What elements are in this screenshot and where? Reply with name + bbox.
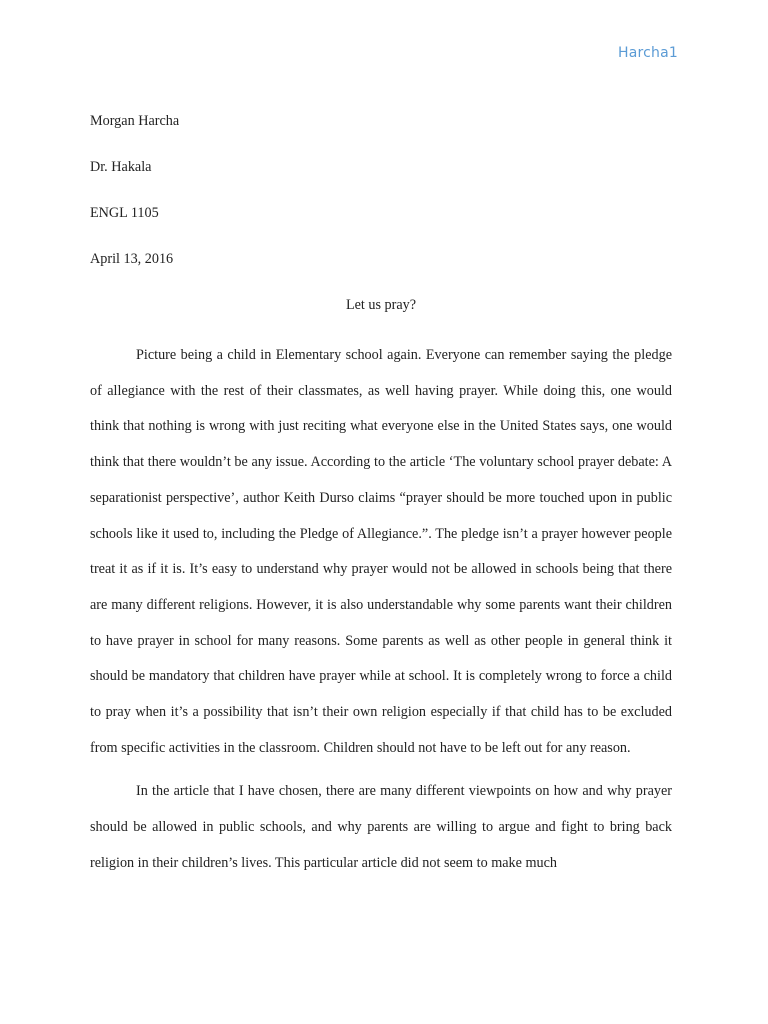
- essay-date: April 13, 2016: [90, 251, 174, 267]
- paragraph-1: Picture being a child in Elementary school again. Everyone can remember saying the pledge of allegiance with the rest of their classmates, as well having prayer. While doing this, one would think that nothing is wrong with just reciting what everyone else in the United States says, one would think that there wouldn’t be any issue. According to the article ‘The voluntary school prayer debate: A separationist perspective’, author Keith Durso claims “prayer should be more touched upon in public schools like it used to, including the Pledge of Allegiance.”. The pledge isn’t a prayer however people treat it as if it is. It’s easy to understand why prayer would not be allowed in schools being that there are many different religions. However, it is also understandable why some parents want their children to have prayer in school for many reasons. Some parents as well as other people in general think it should be mandatory that children have prayer while at school. It is completely wrong to force a child to pray when it’s a possibility that isn’t their own religion especially if that child has to be excluded from specific activities in the classroom. Children should not have to be left out for any reason.: [90, 347, 672, 756]
- instructor-name: Dr. Hakala: [90, 159, 152, 175]
- running-head: Harcha1: [617, 45, 678, 61]
- essay-title: Let us pray?: [345, 297, 417, 313]
- essay-body: [90, 108, 672, 882]
- author-name: Morgan Harcha: [90, 113, 180, 129]
- course-name: ENGL 1105: [90, 205, 159, 221]
- paragraph-2: In the article that I have chosen, there are many different viewpoints on how and why prayer should be allowed in public schools, and why parents are willing to argue and fight to bring back religion in their children’s lives. This particular article did not seem to make much: [90, 783, 672, 871]
